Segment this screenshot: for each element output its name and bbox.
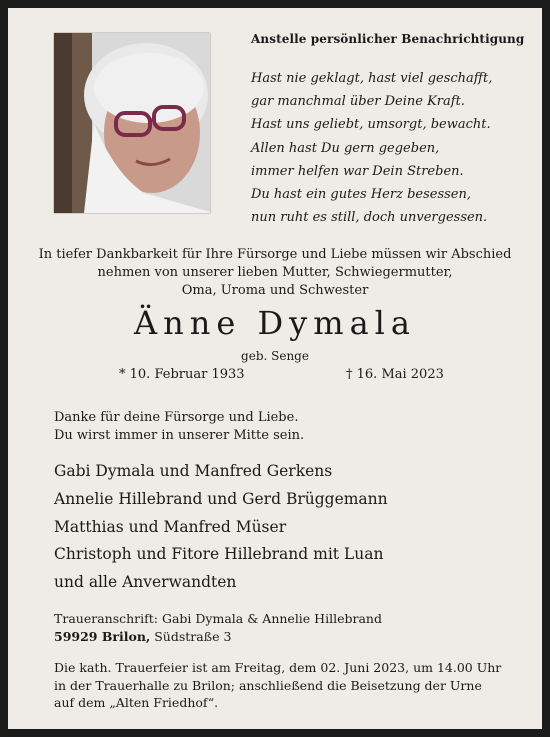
intro-line: In tiefer Dankbarkeit für Ihre Fürsorge und Liebe müssen wir Abschied — [38, 247, 512, 262]
ceremony-line: auf dem „Alten Friedhof“. — [54, 695, 219, 710]
ceremony-text — [54, 659, 501, 712]
poem-line: gar manchmal über Deine Kraft. — [251, 94, 465, 110]
poem-line: immer helfen war Dein Streben. — [251, 163, 464, 179]
thanks-line: Danke für deine Fürsorge und Liebe. — [54, 410, 299, 425]
mourner: Annelie Hillebrand und Gerd Brüggemann — [54, 489, 388, 508]
poem — [251, 67, 492, 229]
poem-line: Hast nie geklagt, hast viel geschafft, — [251, 71, 493, 86]
mourner: Gabi Dymala und Manfred Gerkens — [54, 462, 333, 480]
notice-heading: Anstelle persönlicher Benachrichtigung — [251, 32, 525, 46]
mourners-list — [54, 458, 388, 597]
poem-line: nun ruht es still, doch unvergessen. — [251, 210, 488, 226]
address-line: Traueranschrift: Gabi Dymala & Annelie Hillebrand — [54, 611, 382, 626]
poem-line: Hast uns geliebt, umsorgt, bewacht. — [251, 117, 491, 133]
death-date: † 16. Mai 2023 — [346, 367, 444, 382]
birth-date: * 10. Februar 1933 — [119, 367, 245, 382]
portrait-illustration — [54, 33, 210, 213]
intro-line: Oma, Uroma und Schwester — [181, 283, 369, 298]
intro-text — [8, 246, 542, 300]
mourner: Matthias und Manfred Müser — [54, 517, 287, 536]
maiden-name: geb. Senge — [241, 349, 309, 363]
ceremony-line: in der Trauerhalle zu Brilon; anschließend die Beisetzung der Urne — [54, 677, 482, 693]
poem-line: Du hast ein gutes Herz besessen, — [251, 187, 471, 203]
ceremony-line: Die kath. Trauerfeier ist am Freitag, dem 02. Juni 2023, um 14.00 Uhr — [54, 660, 502, 675]
mourner: Christoph und Fitore Hillebrand mit Luan — [54, 545, 384, 564]
thanks-text — [54, 409, 304, 445]
thanks-line: Du wirst immer in unserer Mitte sein. — [54, 428, 305, 443]
mourner: und alle Anverwandten — [54, 573, 237, 592]
street: Südstraße 3 — [150, 629, 232, 644]
intro-line: nehmen von unserer lieben Mutter, Schwiegermutter, — [97, 265, 453, 280]
mourning-address — [54, 610, 382, 646]
deceased-name: Änne Dymala — [134, 304, 416, 342]
obituary-card — [8, 8, 542, 729]
portrait-photo — [54, 33, 210, 213]
address-line-2 — [54, 628, 382, 646]
poem-line: Allen hast Du gern gegeben, — [251, 140, 440, 156]
postal-city: 59929 Brilon, — [54, 629, 151, 644]
